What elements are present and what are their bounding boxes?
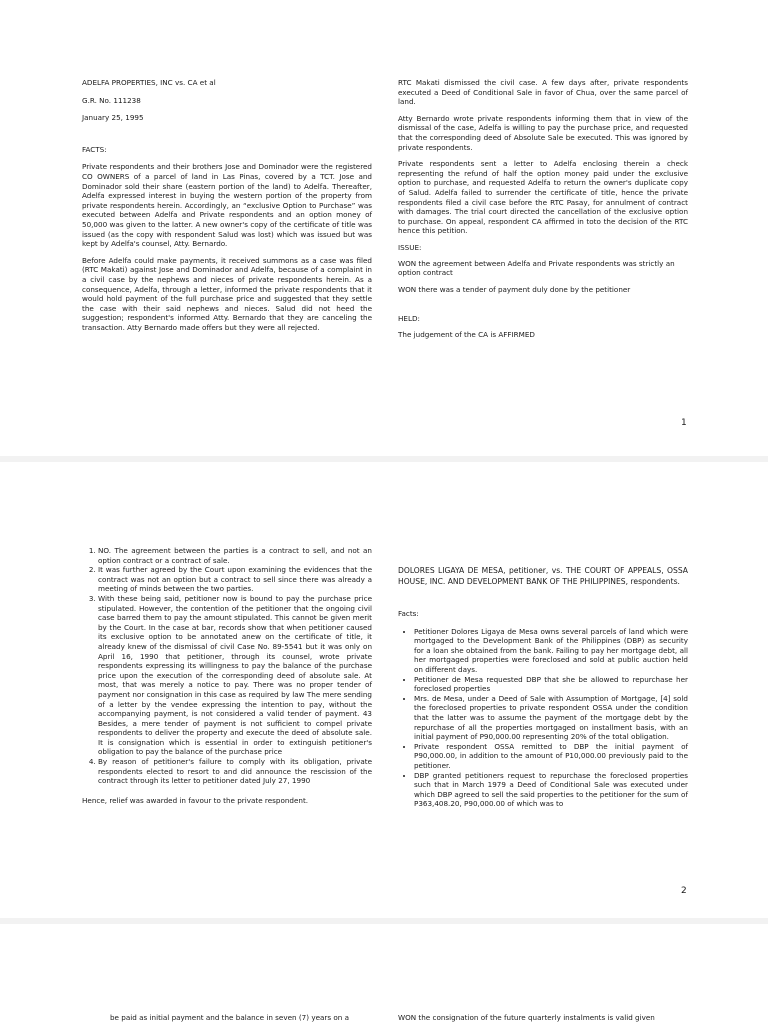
ruling-list — [82, 546, 372, 786]
facts-2-item-5: • DBP granted petitioners request to repurchase the foreclosed properties such that in March 1979 a Deed of Conditional Sale was executed under which DBP agreed to sell the said properties to the petitioner for the sum of P363,408.20, P90,000.00 of which was to — [414, 771, 688, 809]
case-2-title: DOLORES LIGAYA DE MESA, petitioner, vs. THE COURT OF APPEALS, OSSA HOUSE, INC. AND DEVELOPMENT BANK OF THE PHILIPPINES, respondents. — [398, 566, 688, 586]
ruling-item-3: 3. With these being said, petitioner now is bound to pay the purchase price stipulated. However, the contention of the petitioner that the ongoing civil case barred them to pay the amount stipulated. This cannot be given merit by the Court. In the case at bar, records show that when petitioner caused its exclusive option to be annotated anew on the certificate of title, it already knew of the dismissal of civil Case No. 89-5541 but it was only on April 16, 1990 that petitioner, through its counsel, wrote private respondents expressing its willingness to pay the balance of the purchase price upon the execution of the corresponding deed of absolute sale. At most, that was merely a notice to pay. There was no proper tender of payment nor consignation in this case as required by law The mere sending of a letter by the vendee expressing the intention to pay, without the accompanying payment, is not considered a valid tender of payment. 43 Besides, a mere tender of payment is not sufficient to compel private respondents to deliver the property and execute the deed of absolute sale. It is consignation which is essential in order to extinguish petitioner's obligation to pay the balance of the purchase price — [98, 594, 372, 757]
ruling-item-2: 2. It was further agreed by the Court upon examining the evidences that the contract was not an option but a contract to sell since there was already a meeting of minds between the two parties. — [98, 565, 372, 594]
facts-2-item-1: • Petitioner Dolores Ligaya de Mesa owns several parcels of land which were mortgaged to the Development Bank of the Philippines (DBP) as security for a loan she obtained from the bank. Failing to pay her mortgage debt, all her mortgaged properties were foreclosed and sold at public auction held on different days. — [414, 627, 688, 675]
page-number-2: 2 — [681, 886, 687, 896]
ruling-conclusion: Hence, relief was awarded in favour to the private respondent. — [82, 795, 309, 805]
page-number-1: 1 — [681, 418, 687, 428]
facts-2-list — [398, 627, 688, 809]
facts-2-item-4: • Private respondent OSSA remitted to DBP the initial payment of P90,000.00, in addition to the amount of P10,000.00 previously paid to the petitioner. — [414, 742, 688, 771]
case-date: January 25, 1995 — [82, 113, 144, 123]
case-title: ADELFA PROPERTIES, INC vs. CA et al — [82, 78, 216, 87]
issue-2: WON there was a tender of payment duly done by the petitioner — [398, 284, 631, 294]
facts-paragraph-2: Before Adelfa could make payments, it received summons as a case was filed (RTC Makati) against Jose and Dominador and Adelfa, because of a complaint in a civil case by the nephews and nieces of private respondents herein. As a consequence, Adelfa, through a letter, informed the private respondents that it would hold payment of the full purchase price and suggested that they settle the case with their said nephews and nieces. Salud did not heed the suggestion; respondent's informed Atty. Bernardo that they are canceling the transaction. Atty Bernardo made offers but they were all rejected. — [82, 255, 372, 332]
facts-2-heading: Facts: — [398, 609, 419, 618]
ruling-item-4: 4. By reason of petitioner's failure to comply with its obligation, private respondents elected to resort to and did announce the rescission of the contract through its letter to petitioner dated July 27, 1990 — [98, 757, 372, 786]
right-paragraph-3: Private respondents sent a letter to Adelfa enclosing therein a check representing the refund of half the option money paid under the exclusive option to purchase, and requested Adelfa to return the owner's duplicate copy of Salud. Adelfa failed to surrender the certificate of title, hence the private respondents filed a civil case before the RTC Pasay, for annulment of contract with damages. The trial court directed the cancellation of the exclusive option to purchase. On appeal, respondent CA affirmed in toto the decision of the RTC hence this petition. — [398, 159, 688, 236]
issue-1: WON the agreement between Adelfa and Private respondents was strictly an option contract — [398, 258, 675, 278]
page3-left-text: be paid as initial payment and the balance in seven (7) years on a — [110, 1013, 350, 1022]
facts-2-item-3: • Mrs. de Mesa, under a Deed of Sale with Assumption of Mortgage, [4] sold the foreclosed properties to private respondent OSSA under the condition that the latter was to assume the payment of the mortgage debt by the repurchase of all the properties mortgaged on installment basis, with an initial payment of P90,000.00 representing 20% of the total obligation. — [414, 694, 688, 742]
page2-left-column — [82, 546, 372, 812]
page1-right-column — [398, 78, 688, 346]
right-paragraph-2: Atty Bernardo wrote private respondents informing them that in view of the dismissal of the case, Adelfa is willing to pay the purchase price, and requested that the corresponding deed of Absolute Sale be executed. This was ignored by private respondents. — [398, 113, 688, 152]
document-page-3 — [0, 924, 768, 1024]
gr-number: G.R. No. 111238 — [82, 95, 141, 105]
page3-right-text: WON the consignation of the future quarterly instalments is valid given — [398, 1013, 655, 1022]
facts-paragraph-1: Private respondents and their brothers Jose and Dominador were the registered CO OWNERS of a parcel of land in Las Pinas, covered by a TCT. Jose and Dominador sold their share (eastern portion of the land) to Adelfa. Thereafter, Adelfa expressed interest in buying the western portion of the property from private respondents herein. Accordingly, an “exclusive Option to Purchase” was executed between Adelfa and Private respondents and an option money of 50,000 was given to the latter. A new owner's copy of the certificate of title was issued (as the copy with respondent Salud was lost) which was issued but was kept by Adelfa's counsel, Atty. Bernardo. — [82, 162, 372, 249]
right-paragraph-1: RTC Makati dismissed the civil case. A few days after, private respondents executed a Deed of Conditional Sale in favor of Chua, over the same parcel of land. — [398, 78, 688, 107]
ruling-item-1: 1. NO. The agreement between the parties is a contract to sell, and not an option contract or a contract of sale. — [98, 546, 372, 565]
document-page-2 — [0, 462, 768, 918]
page2-right-column — [398, 566, 688, 809]
document-page-1 — [0, 0, 768, 456]
facts-heading: FACTS: — [82, 144, 107, 154]
held-heading: HELD: — [398, 314, 420, 324]
held-text: The judgement of the CA is AFFIRMED — [398, 329, 535, 339]
facts-2-item-2: • Petitioner de Mesa requested DBP that she be allowed to repurchase her foreclosed properties — [414, 675, 688, 694]
issue-heading: ISSUE: — [398, 242, 422, 252]
page1-left-column — [82, 78, 372, 339]
